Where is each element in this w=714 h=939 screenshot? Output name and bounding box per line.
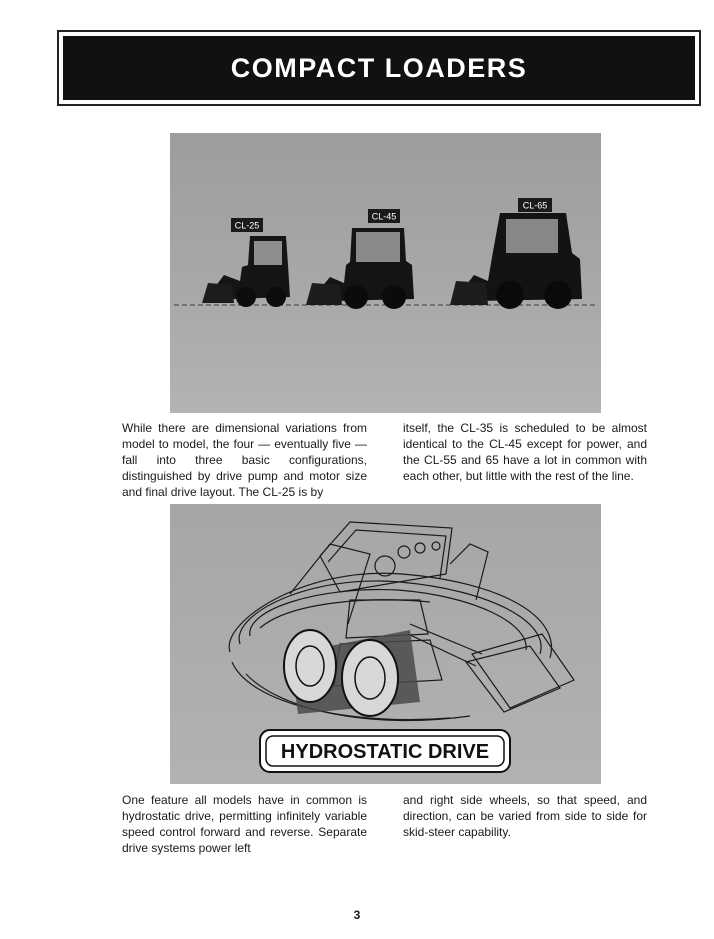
loader-silhouettes: [170, 133, 601, 413]
loader-cl-25: [202, 236, 290, 307]
drive-wheels: [284, 630, 420, 716]
drive-system-drawing: [170, 504, 601, 784]
page-title: COMPACT LOADERS: [230, 52, 528, 83]
model-label-cl-25: CL-25: [234, 220, 260, 231]
page-number: 3: [353, 908, 361, 922]
hydrostatic-drive-illustration: [170, 504, 601, 784]
title-banner: [57, 30, 701, 106]
loader-lineup-photo: [170, 133, 601, 413]
paragraph1-right-column: itself, the CL-35 is scheduled to be almost identical to the CL-45 except for power, and the CL-55 and 65 have a lot in common with each other, but little with the rest of the line.: [403, 421, 647, 483]
loader-cl-65: [450, 213, 582, 309]
paragraph2-left-column: One feature all models have in common is hydrostatic drive, permitting infinitely variable speed control forward and reverse. Separate drive systems power left: [122, 793, 367, 855]
model-label-cl-45: CL-45: [371, 211, 397, 222]
illustration-caption: HYDROSTATIC DRIVE: [280, 741, 490, 763]
paragraph2-right-column: and right side wheels, so that speed, and direction, can be varied from side to side for skid-steer capability.: [403, 793, 647, 839]
model-label-cl-65: CL-65: [522, 200, 548, 211]
title-banner-fill: [63, 36, 695, 100]
loader-cl-45: [306, 228, 414, 309]
paragraph1-left-column: While there are dimensional variations from model to model, the four — eventually five — fall into three basic configurations, distinguished by drive pump and motor size and final drive layout. The CL-25 is by: [122, 421, 367, 499]
